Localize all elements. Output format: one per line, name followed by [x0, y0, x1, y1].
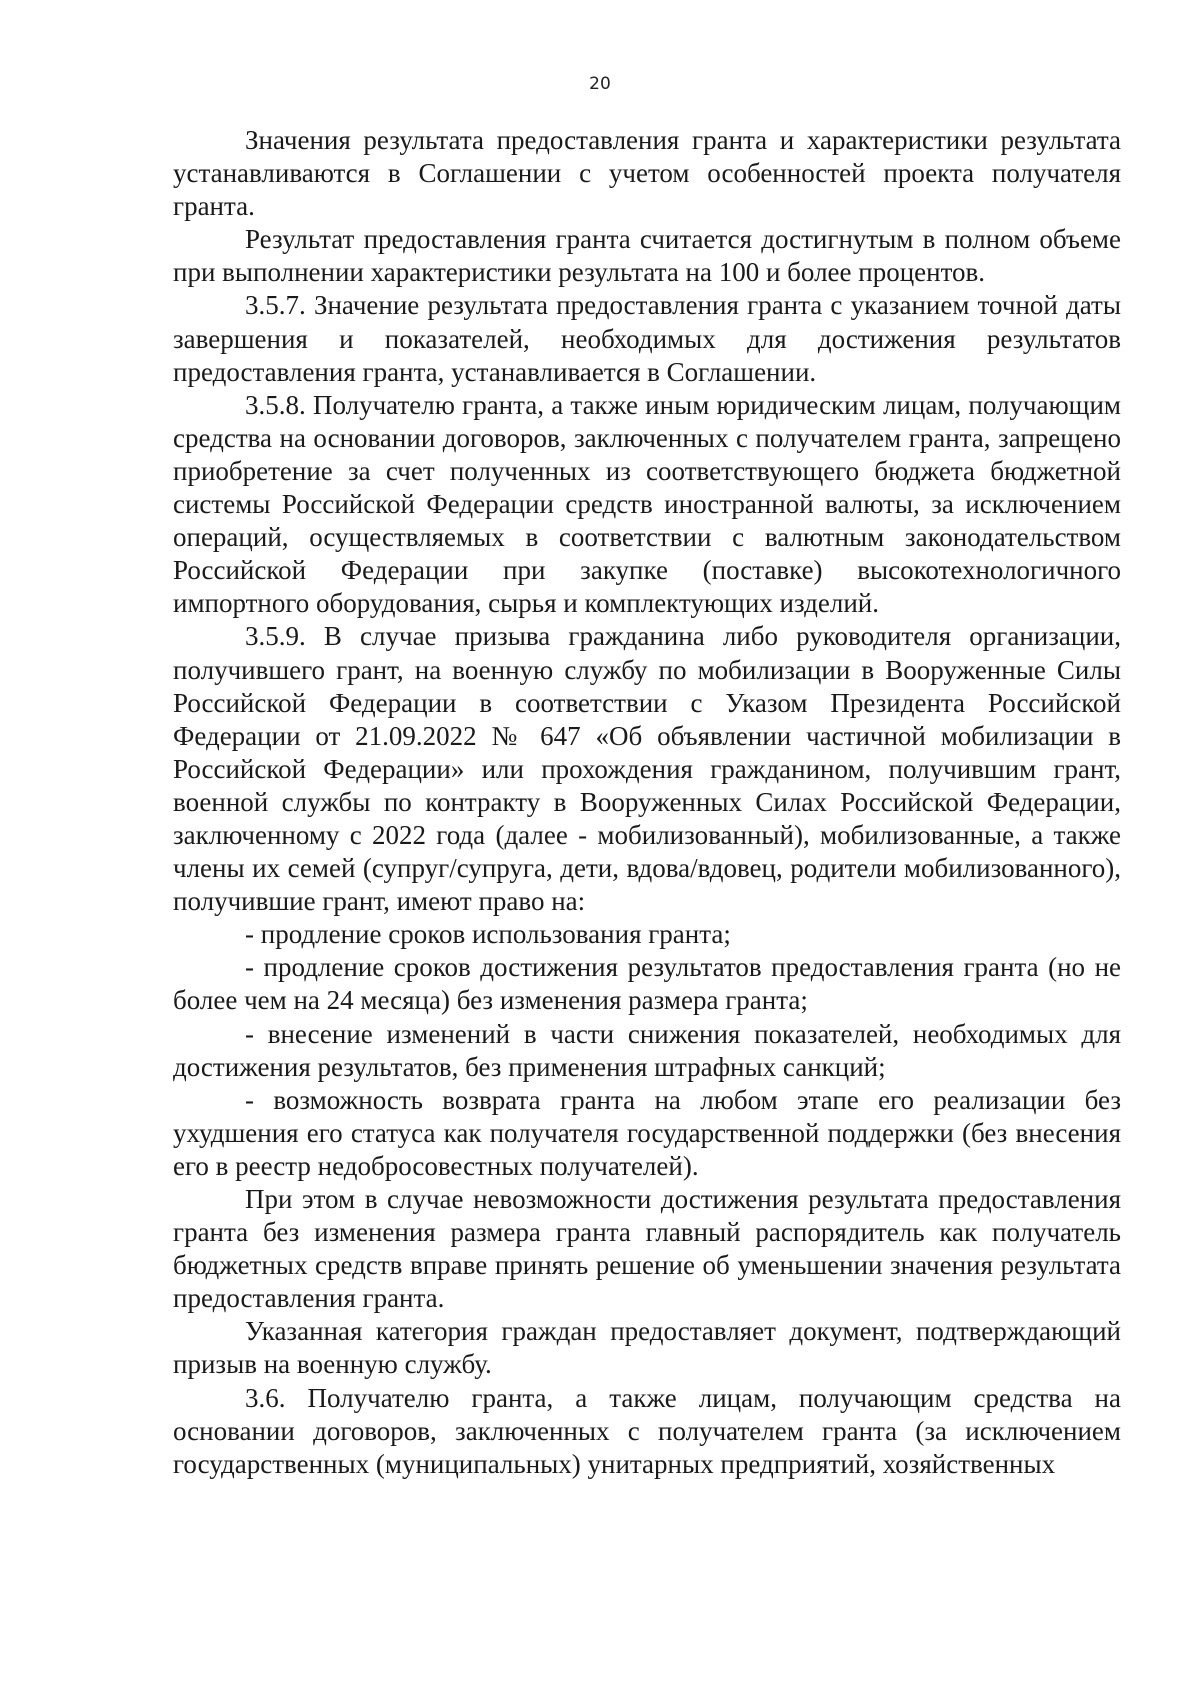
list-item-reduce-indicators: - внесение изменений в части снижения показателей, необходимых для достижения результатов, без применения штрафных санкций;: [173, 1018, 1121, 1082]
paragraph-result-values: Значения результата предоставления гранта и характеристики результата устанавливаются в Соглашении с учетом особенностей проекта получателя гранта.: [173, 125, 1121, 222]
paragraph-3-5-9: 3.5.9. В случае призыва гражданина либо руководителя организации, получившего грант, на военную службу по мобилизации в Вооруженные Силы Российской Федерации в соответствии с Указом Президента Российской Федерации от 21.09.2022 № 647 «Об объявлении частичной мобилизации в Российской Федерации» или прохождения гражданином, получившим грант, военной службы по контракту в Вооруженных Силах Российской Федерации, заключенному с 2022 года (далее - мобилизованный), мобилизованные, а также члены их семей (супруг/супруга, дети, вдова/вдовец, родители мобилизованного), получившие грант, имеют право на:: [173, 621, 1121, 917]
page-number: 20: [589, 74, 611, 94]
paragraph-3-6: 3.6. Получателю гранта, а также лицам, получающим средства на основании договоров, заключенных с получателем гранта (за исключением государственных (муниципальных) унитарных предприятий, хозяйственных: [173, 1382, 1121, 1479]
paragraph-3-5-7: 3.5.7. Значение результата предоставления гранта с указанием точной даты завершения и показателей, необходимых для достижения результатов предоставления гранта, устанавливается в Соглашении.: [173, 290, 1121, 387]
list-item-extend-usage: - продление сроков использования гранта;: [245, 919, 731, 950]
paragraph-document-required: Указанная категория граждан предоставляет документ, подтверждающий призыв на военную службу.: [173, 1316, 1121, 1380]
list-item-extend-results: - продление сроков достижения результатов предоставления гранта (но не более чем на 24 месяца) без изменения размера гранта;: [173, 952, 1121, 1016]
document-body: [173, 124, 1121, 1481]
paragraph-result-achieved: Результат предоставления гранта считается достигнутым в полном объеме при выполнении характеристики результата на 100 и более процентов.: [173, 224, 1121, 288]
paragraph-3-5-8: 3.5.8. Получателю гранта, а также иным юридическим лицам, получающим средства на основании договоров, заключенных с получателем гранта, запрещено приобретение за счет полученных из соответствующего бюджета бюджетной системы Российской Федерации средств иностранной валюты, за исключением операций, осуществляемых в соответствии с валютным законодательством Российской Федерации при закупке (поставке) высокотехнологичного импортного оборудования, сырья и комплектующих изделий.: [173, 389, 1121, 619]
list-item-return-grant: - возможность возврата гранта на любом этапе его реализации без ухудшения его статуса как получателя государственной поддержки (без внесения его в реестр недобросовестных получателей).: [173, 1084, 1121, 1181]
paragraph-reduction-decision: При этом в случае невозможности достижения результата предоставления гранта без изменения размера гранта главный распорядитель как получатель бюджетных средств вправе принять решение об уменьшении значения результата предоставления гранта.: [173, 1184, 1121, 1314]
